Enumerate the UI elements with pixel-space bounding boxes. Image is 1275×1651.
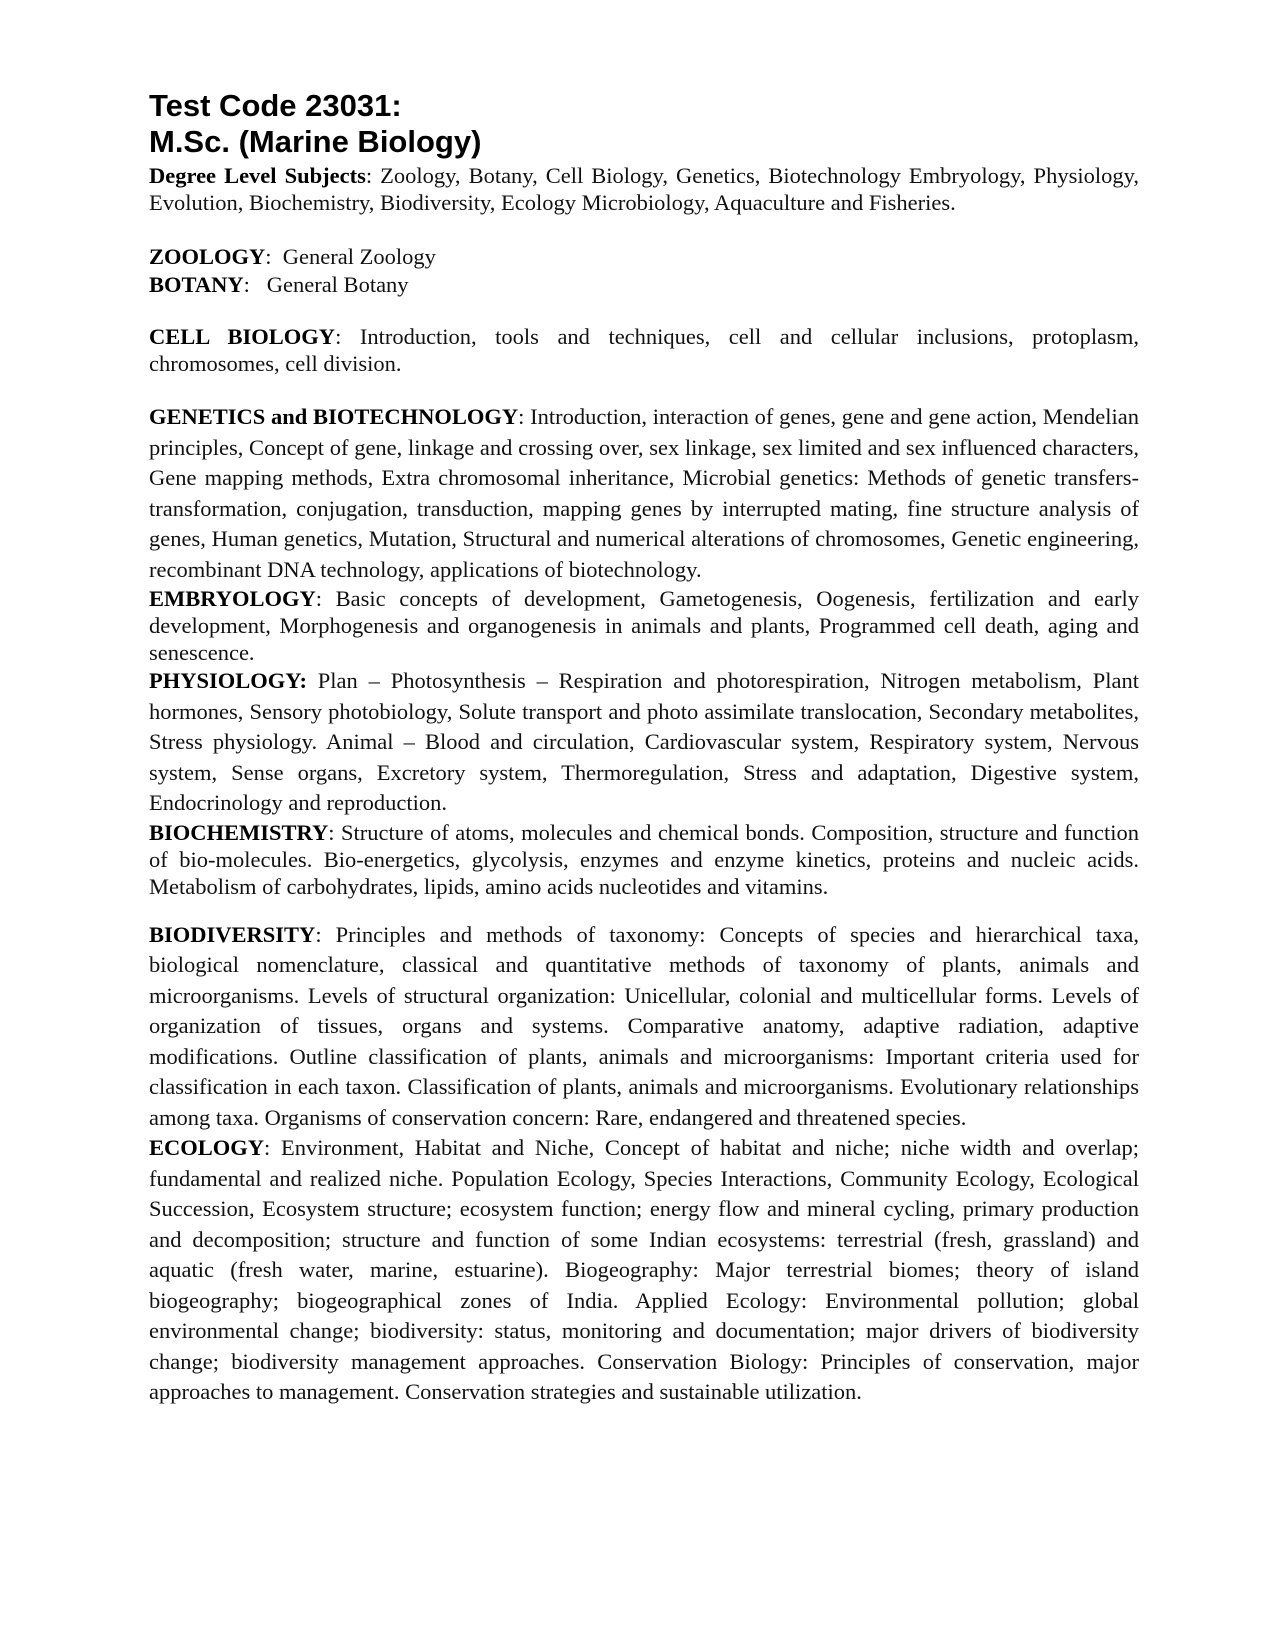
degree-level-subjects-paragraph <box>149 162 1139 216</box>
section-text-botany: General Botany <box>266 272 409 297</box>
section-text-biodiversity: Principles and methods of taxonomy: Concepts of species and hierarchical taxa, biological nomenclature, classical and quantitative methods of taxonomy of plants, animals and microorganisms. Levels of structural organization: Unicellular, colonial and multicellular forms. Levels of organization of tissues, organs and systems. Comparative anatomy, adaptive radiation, adaptive modifications. Outline classification of plants, animals and microorganisms: Important criteria used for classification in each taxon. Classification of plants, animals and microorganisms. Evolutionary relationships among taxa. Organisms of conservation concern: Rare, endangered and threatened species. <box>149 921 1139 1130</box>
section-heading-botany: BOTANY <box>149 272 244 297</box>
biodiversity-paragraph <box>149 920 1139 1134</box>
section-heading-physiology: PHYSIOLOGY: <box>149 668 307 693</box>
embryology-paragraph <box>149 585 1139 666</box>
section-heading-ecology: ECOLOGY <box>149 1135 265 1160</box>
ecology-paragraph <box>149 1133 1139 1408</box>
section-heading-biochemistry: BIOCHEMISTRY <box>149 819 329 845</box>
section-separator: : <box>264 1135 281 1160</box>
section-separator: : <box>335 324 360 349</box>
section-text-physiology: Plan – Photosynthesis – Respiration and photorespiration, Nitrogen metabolism, Plant hormones, Sensory photobiology, Solute transport and photo assimilate translocation, Secondary metabolites, Stress physiology. Animal – Blood and circulation, Cardiovascular system, Respiratory system, Nervous system, Sense organs, Excretory system, Thermoregulation, Stress and adaptation, Digestive system, Endocrinology and reproduction. <box>149 668 1140 815</box>
genetics-biotechnology-paragraph <box>149 402 1139 585</box>
section-heading-embryology: EMBRYOLOGY <box>149 586 316 611</box>
zoology-paragraph <box>149 243 1139 271</box>
section-text-embryology: Basic concepts of development, Gametogenesis, Oogenesis, fertilization and early development, Morphogenesis and organogenesis in animals and plants, Programmed cell death, aging and senescence. <box>149 586 1139 665</box>
section-separator: : <box>243 272 267 297</box>
biochemistry-paragraph <box>149 819 1139 900</box>
section-heading-zoology: ZOOLOGY <box>149 244 266 269</box>
section-separator <box>307 668 318 693</box>
section-heading-biodiversity: BIODIVERSITY <box>149 921 316 947</box>
section-heading-degree-level-subjects: Degree Level Subjects <box>149 163 366 188</box>
section-text-genetics-biotechnology: Introduction, interaction of genes, gene and gene action, Mendelian principles, Concept of gene, linkage and crossing over, sex linkage, sex limited and sex influenced characters, Gene mapping methods, Extra chromosomal inheritance, Microbial genetics: Methods of genetic transfers-transformation, conjugation, transduction, mapping genes by interrupted mating, fine structure analysis of genes, Human genetics, Mutation, Structural and numerical alterations of chromosomes, Genetic engineering, recombinant DNA technology, applications of biotechnology. <box>149 404 1139 582</box>
section-text-degree-level-subjects: Zoology, Botany, Cell Biology, Genetics, Biotechnology Embryology, Physiology, Evolution, Biochemistry, Biodiversity, Ecology Microbiology, Aquaculture and Fisheries. <box>149 163 1139 215</box>
document-page <box>149 88 1139 1408</box>
section-separator: : <box>315 586 336 611</box>
section-separator: : <box>315 921 336 947</box>
section-text-ecology: Environment, Habitat and Niche, Concept of habitat and niche; niche width and overlap; fundamental and realized niche. Population Ecology, Species Interactions, Community Ecology, Ecological Succession, Ecosystem structure; ecosystem function; energy flow and mineral cycling, primary production and decomposition; structure and function of some Indian ecosystems: terrestrial (fresh, grassland) and aquatic (fresh water, marine, estuarine). Biogeography: Major terrestrial biomes; theory of island biogeography; biogeographical zones of India. Applied Ecology: Environmental pollution; global environmental change; biodiversity: status, monitoring and documentation; major drivers of biodiversity change; biodiversity management approaches. Conservation Biology: Principles of conservation, major approaches to management. Conservation strategies and sustainable utilization. <box>149 1135 1139 1404</box>
section-text-cell-biology: Introduction, tools and techniques, cell and cellular inclusions, protoplasm, chromosomes, cell division. <box>149 324 1139 376</box>
botany-paragraph <box>149 271 1139 299</box>
section-separator: : <box>365 163 381 188</box>
section-heading-cell-biology: CELL BIOLOGY <box>149 324 336 349</box>
physiology-paragraph <box>149 666 1139 819</box>
section-separator: : <box>265 244 283 269</box>
program-title: M.Sc. (Marine Biology) <box>149 124 482 159</box>
section-text-biochemistry: Structure of atoms, molecules and chemical bonds. Composition, structure and function of bio-molecules. Bio-energetics, glycolysis, enzymes and enzyme kinetics, proteins and nucleic acids. Metabolism of carbohydrates, lipids, amino acids nucleotides and vitamins. <box>149 819 1139 899</box>
cell-biology-paragraph <box>149 323 1139 377</box>
section-text-zoology: General Zoology <box>282 244 436 269</box>
test-code-heading: Test Code 23031: <box>149 88 402 123</box>
section-separator: : <box>328 819 342 845</box>
section-heading-genetics-biotechnology: GENETICS and BIOTECHNOLOGY <box>149 404 519 429</box>
section-separator: : <box>518 404 531 429</box>
